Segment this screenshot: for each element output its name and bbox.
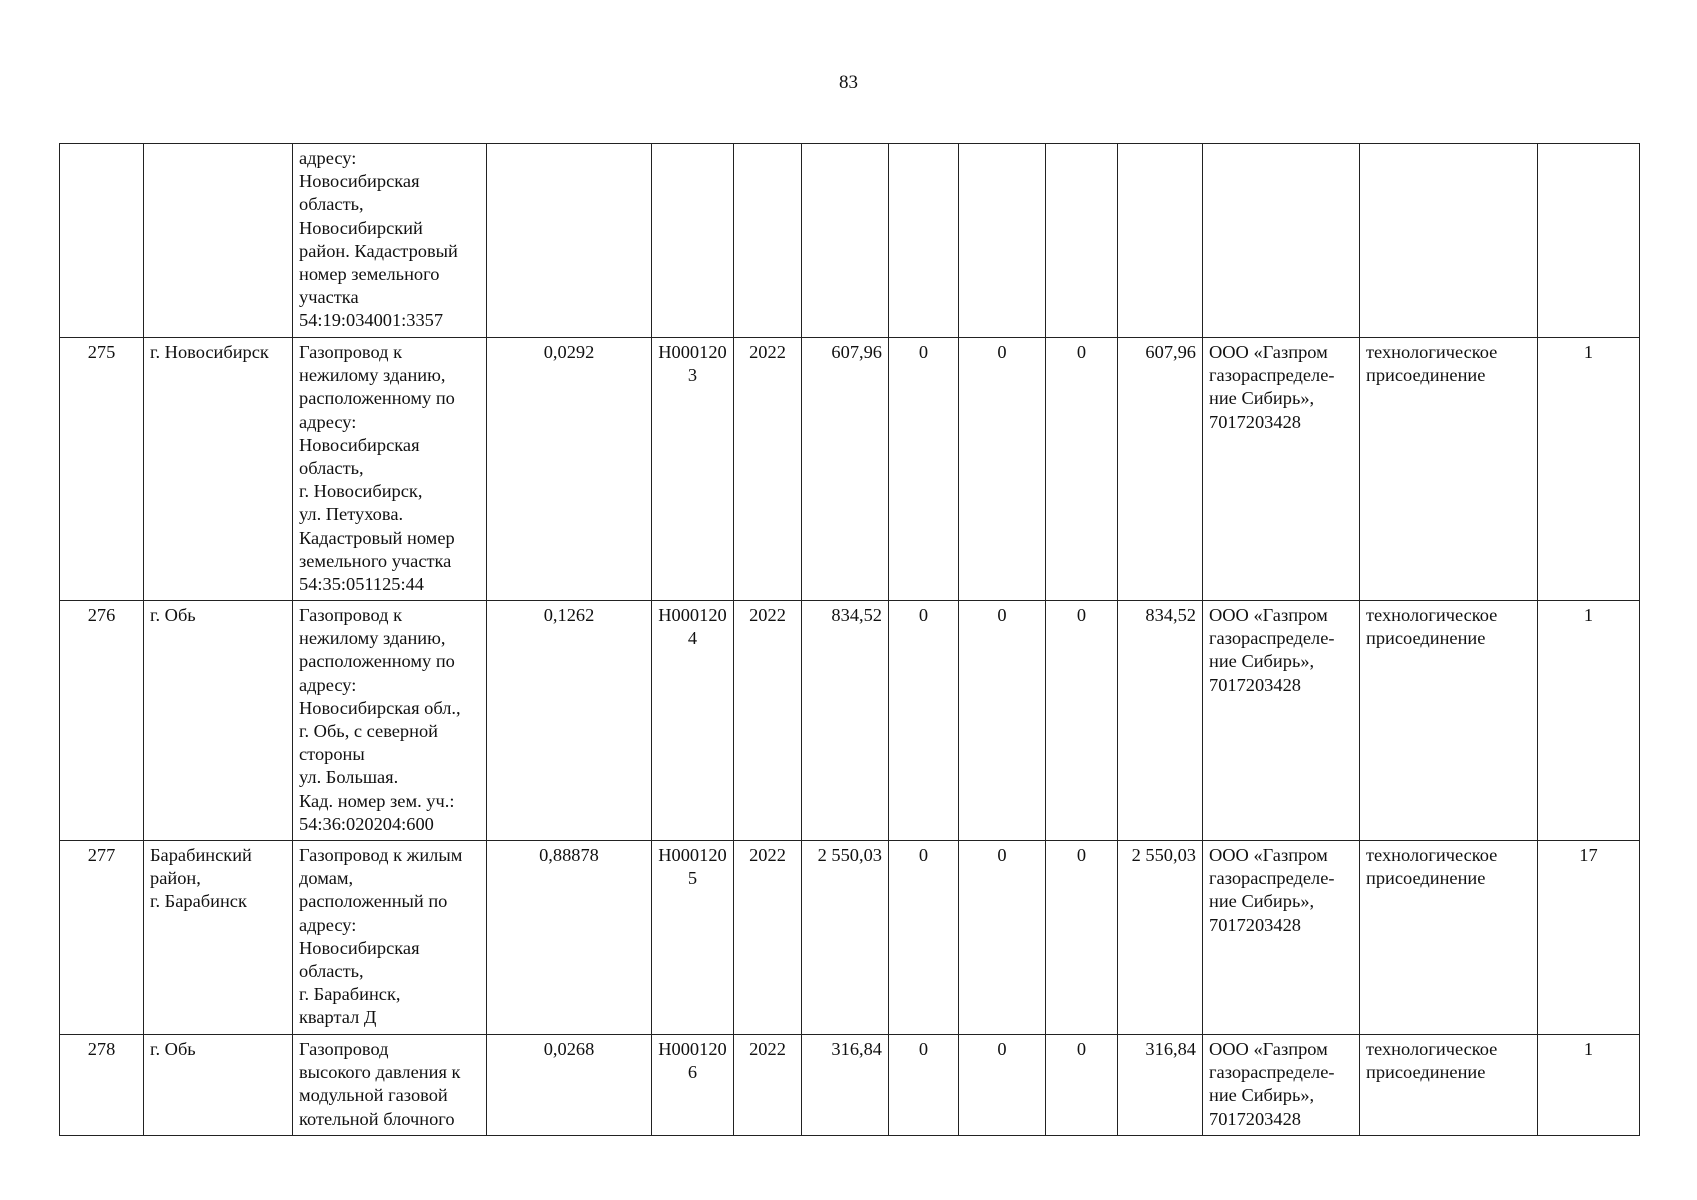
total-cell: 316,84 [1118,1035,1203,1136]
organization-cell: ООО «Газпром газораспределе- ние Сибирь», 7017203428 [1203,1035,1360,1136]
purpose-cell: технологическое присоединение [1360,841,1538,1035]
value-cell: 0 [1046,338,1118,601]
total-cell: 834,52 [1118,601,1203,841]
description-cell: Газопровод высокого давления к модульной газовой котельной блочного [293,1035,487,1136]
organization-cell: ООО «Газпром газораспределе- ние Сибирь», 7017203428 [1203,601,1360,841]
table-row [60,1035,1640,1136]
code-cell: Н000120 5 [652,841,734,1035]
value-cell: 0 [959,338,1046,601]
organization-cell [1203,144,1360,338]
description-cell: Газопровод к нежилому зданию, расположенному по адресу: Новосибирская область, г. Новосибирск, ул. Петухова. Кадастровый номер земельного участка 54:35:051125:44 [293,338,487,601]
length-cell [487,144,652,338]
code-cell: Н000120 3 [652,338,734,601]
total-cell: 607,96 [1118,338,1203,601]
page-number: 83 [839,72,858,93]
length-cell: 0,1262 [487,601,652,841]
value-cell: 0 [1046,1035,1118,1136]
value-cell: 0 [959,841,1046,1035]
location-cell [144,144,293,338]
location-cell: г. Обь [144,601,293,841]
value-cell: 0 [1046,601,1118,841]
year-cell: 2022 [734,1035,802,1136]
description-cell: адресу: Новосибирская область, Новосибирский район. Кадастровый номер земельного участка 54:19:034001:3357 [293,144,487,338]
value-cell [889,144,959,338]
year-cell [734,144,802,338]
amount-cell: 607,96 [802,338,889,601]
location-cell: Барабинский район, г. Барабинск [144,841,293,1035]
purpose-cell: технологическое присоединение [1360,1035,1538,1136]
code-cell: Н000120 4 [652,601,734,841]
table-row [60,144,1640,338]
row-number: 277 [60,841,144,1035]
value-cell: 0 [959,1035,1046,1136]
value-cell: 0 [889,601,959,841]
location-cell: г. Обь [144,1035,293,1136]
value-cell [1046,144,1118,338]
count-cell: 17 [1538,841,1640,1035]
amount-cell: 834,52 [802,601,889,841]
description-cell: Газопровод к жилым домам, расположенный по адресу: Новосибирская область, г. Барабинск, квартал Д [293,841,487,1035]
description-cell: Газопровод к нежилому зданию, расположенному по адресу: Новосибирская обл., г. Обь, с северной стороны ул. Большая. Кад. номер зем. уч.: 54:36:020204:600 [293,601,487,841]
count-cell: 1 [1538,601,1640,841]
organization-cell: ООО «Газпром газораспределе- ние Сибирь», 7017203428 [1203,841,1360,1035]
value-cell [959,144,1046,338]
row-number: 278 [60,1035,144,1136]
register-table [59,143,1640,1136]
value-cell: 0 [1046,841,1118,1035]
length-cell: 0,88878 [487,841,652,1035]
code-cell [652,144,734,338]
count-cell: 1 [1538,338,1640,601]
length-cell: 0,0292 [487,338,652,601]
count-cell: 1 [1538,1035,1640,1136]
row-number [60,144,144,338]
value-cell: 0 [889,1035,959,1136]
total-cell [1118,144,1203,338]
year-cell: 2022 [734,338,802,601]
purpose-cell: технологическое присоединение [1360,601,1538,841]
amount-cell: 2 550,03 [802,841,889,1035]
table-row [60,601,1640,841]
row-number: 276 [60,601,144,841]
total-cell: 2 550,03 [1118,841,1203,1035]
value-cell: 0 [889,338,959,601]
table-row [60,338,1640,601]
location-cell: г. Новосибирск [144,338,293,601]
count-cell [1538,144,1640,338]
amount-cell [802,144,889,338]
value-cell: 0 [889,841,959,1035]
value-cell: 0 [959,601,1046,841]
code-cell: Н000120 6 [652,1035,734,1136]
purpose-cell [1360,144,1538,338]
length-cell: 0,0268 [487,1035,652,1136]
table-row [60,841,1640,1035]
row-number: 275 [60,338,144,601]
purpose-cell: технологическое присоединение [1360,338,1538,601]
organization-cell: ООО «Газпром газораспределе- ние Сибирь», 7017203428 [1203,338,1360,601]
year-cell: 2022 [734,841,802,1035]
amount-cell: 316,84 [802,1035,889,1136]
year-cell: 2022 [734,601,802,841]
